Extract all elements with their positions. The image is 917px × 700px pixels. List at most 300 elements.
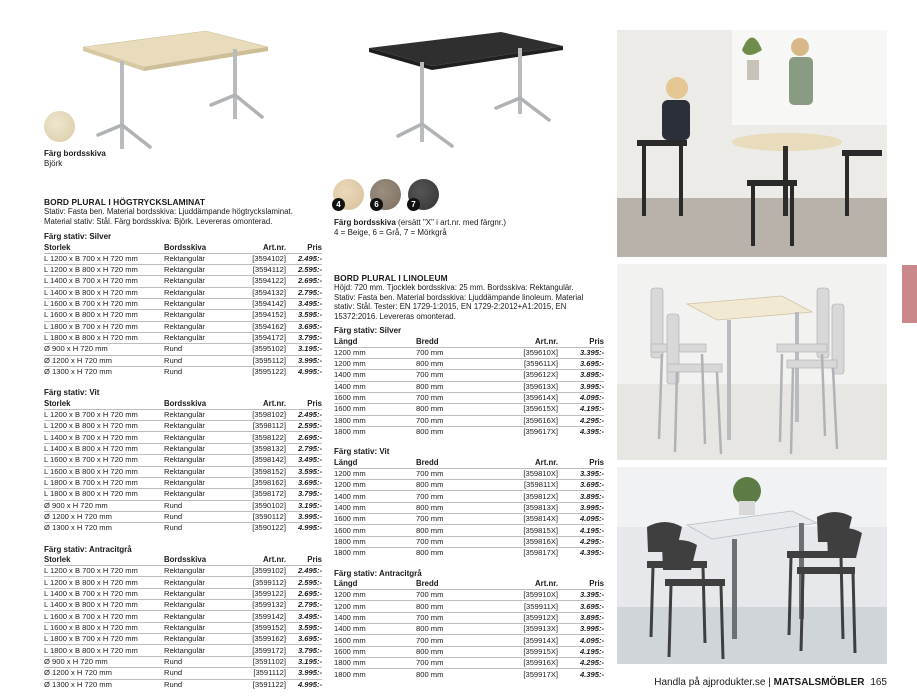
size-cell: Ø 1300 x H 720 mm <box>44 523 164 534</box>
article-number-cell: [359614X] <box>492 392 558 403</box>
price-cell: 2.795:- <box>286 287 322 298</box>
price-cell: 3.595:- <box>286 310 322 321</box>
table-row <box>334 404 604 415</box>
type-cell: 700 mm <box>416 536 492 547</box>
price-cell: 3.895:- <box>558 612 604 623</box>
type-cell: Rund <box>164 679 232 690</box>
price-cell: 4.995:- <box>286 366 322 377</box>
type-cell: Rektangulär <box>164 421 232 432</box>
table-row <box>334 415 604 426</box>
type-cell: 800 mm <box>416 646 492 657</box>
product2-desc-line: 15372:2016. Levereras omonterad. <box>334 311 456 321</box>
article-number-cell: [3599162] <box>232 634 286 645</box>
price-cell: 4.395:- <box>558 548 604 559</box>
article-number-cell: [3599112] <box>232 577 286 588</box>
price-cell: 3.795:- <box>286 645 322 656</box>
column-header: Art.nr. <box>263 399 286 409</box>
type-cell: Rektangulär <box>164 477 232 488</box>
product1-desc <box>44 207 334 226</box>
price-cell: 4.095:- <box>558 514 604 525</box>
table-row <box>334 381 604 392</box>
size-cell: 1200 mm <box>334 358 416 369</box>
table-row <box>334 590 604 601</box>
type-cell: 800 mm <box>416 426 492 437</box>
table-row <box>44 432 322 443</box>
swatch-mid-note: (ersätt "X" i art.nr. med färgnr.) <box>398 218 506 227</box>
stand-color-heading: Färg stativ: Silver <box>44 232 112 241</box>
size-cell: 1200 mm <box>334 601 416 612</box>
table-row <box>334 358 604 369</box>
price-cell: 3.395:- <box>558 347 604 358</box>
table-row <box>334 468 604 479</box>
swatch-label-top <box>44 149 106 169</box>
size-cell: Ø 1200 x H 720 mm <box>44 668 164 679</box>
price-cell: 2.695:- <box>286 276 322 287</box>
price-cell: 2.695:- <box>286 432 322 443</box>
column-header: Storlek <box>44 555 71 565</box>
article-number-cell: [3594132] <box>232 287 286 298</box>
size-cell: L 1200 x B 800 x H 720 mm <box>44 264 164 275</box>
article-number-cell: [359914X] <box>492 635 558 646</box>
table-row <box>44 477 322 488</box>
size-cell: L 1400 x B 800 x H 720 mm <box>44 443 164 454</box>
price-cell: 3.495:- <box>286 298 322 309</box>
page-footer <box>654 677 887 688</box>
type-cell: Rektangulär <box>164 276 232 287</box>
type-cell: 800 mm <box>416 624 492 635</box>
price-cell: 2.595:- <box>286 577 322 588</box>
type-cell: 700 mm <box>416 491 492 502</box>
table-row <box>44 421 322 432</box>
page-number: 165 <box>870 677 887 688</box>
type-cell: Rund <box>164 511 232 522</box>
size-cell: 1600 mm <box>334 392 416 403</box>
product2-desc-line: stativ: Stål. Tester: EN 1729-1:2015, EN 1729-2:2012+A1:2015, EN <box>334 302 567 312</box>
table-row <box>44 443 322 454</box>
table-row <box>334 624 604 635</box>
article-number-cell: [359816X] <box>492 536 558 547</box>
price-cell: 4.195:- <box>558 404 604 415</box>
size-cell: L 1200 x B 800 x H 720 mm <box>44 421 164 432</box>
product2-desc-line: Höjd: 720 mm. Tjocklek bordsskiva: 25 mm. Bordsskiva: Rektangulär. <box>334 283 574 292</box>
table-row <box>44 276 322 287</box>
table-row <box>334 347 604 358</box>
column-header: Längd <box>334 336 358 346</box>
footer-separator: | <box>768 677 771 688</box>
size-cell: 1600 mm <box>334 646 416 657</box>
table-header-row <box>44 555 322 566</box>
price-cell: 2.595:- <box>286 264 322 275</box>
product2-tables <box>334 326 604 680</box>
price-table <box>334 579 604 680</box>
swatch-number-7: 7 <box>407 198 420 211</box>
table-row <box>44 298 322 309</box>
type-cell: Rektangulär <box>164 310 232 321</box>
column-header: Bredd <box>416 458 439 467</box>
article-number-cell: [3594142] <box>232 298 286 309</box>
section-tab <box>902 265 917 323</box>
price-cell: 4.195:- <box>558 646 604 657</box>
table-row <box>44 622 322 633</box>
table-row <box>44 679 322 690</box>
photo-dark-chairs-scene <box>617 467 887 664</box>
article-number-cell: [3590102] <box>232 500 286 511</box>
article-number-cell: [3595102] <box>232 344 286 355</box>
article-number-cell: [359813X] <box>492 502 558 513</box>
column-header: Pris <box>307 242 322 252</box>
product2-desc <box>334 283 609 321</box>
price-cell: 4.095:- <box>558 635 604 646</box>
type-cell: 700 mm <box>416 370 492 381</box>
price-table <box>44 555 322 690</box>
table-row <box>334 370 604 381</box>
type-cell: 800 mm <box>416 480 492 491</box>
table-row <box>334 658 604 669</box>
size-cell: 1400 mm <box>334 624 416 635</box>
table-row <box>334 502 604 513</box>
article-number-cell: [3599132] <box>232 600 286 611</box>
swatch-number-6: 6 <box>370 198 383 211</box>
type-cell: 700 mm <box>416 590 492 601</box>
type-cell: 700 mm <box>416 635 492 646</box>
column-header: Bredd <box>416 579 439 589</box>
product2-desc-line: Stativ: Fasta ben. Material bordsskiva: Ljuddämpande linoleum. Material <box>334 292 584 302</box>
price-cell: 4.095:- <box>558 392 604 403</box>
article-number-cell: [359917X] <box>492 669 558 680</box>
type-cell: Rektangulär <box>164 645 232 656</box>
price-cell: 2.595:- <box>286 421 322 432</box>
size-cell: L 1600 x B 800 x H 720 mm <box>44 466 164 477</box>
table-row <box>44 287 322 298</box>
table-row <box>44 656 322 667</box>
table-row <box>44 611 322 622</box>
size-cell: 1400 mm <box>334 491 416 502</box>
table-row <box>44 577 322 588</box>
size-cell: L 1200 x B 700 x H 720 mm <box>44 566 164 577</box>
size-cell: L 1200 x B 700 x H 720 mm <box>44 409 164 420</box>
table-row <box>44 253 322 264</box>
price-table <box>334 457 604 558</box>
type-cell: Rektangulär <box>164 287 232 298</box>
price-table <box>44 398 322 533</box>
type-cell: Rund <box>164 656 232 667</box>
size-cell: 1800 mm <box>334 536 416 547</box>
table-row <box>44 588 322 599</box>
price-cell: 3.695:- <box>286 477 322 488</box>
type-cell: Rektangulär <box>164 253 232 264</box>
type-cell: Rund <box>164 366 232 377</box>
article-number-cell: [3591102] <box>232 656 286 667</box>
table-header-row <box>44 398 322 409</box>
type-cell: Rektangulär <box>164 588 232 599</box>
product1-title: BORD PLURAL I HÖGTRYCKSLAMINAT <box>44 197 206 207</box>
article-number-cell: [3590112] <box>232 511 286 522</box>
table-row <box>44 344 322 355</box>
stand-color-heading: Färg stativ: Vit <box>44 388 100 398</box>
type-cell: 700 mm <box>416 658 492 669</box>
article-number-cell: [3599172] <box>232 645 286 656</box>
table-row <box>334 514 604 525</box>
article-number-cell: [359910X] <box>492 590 558 601</box>
column-header: Pris <box>589 458 604 467</box>
article-number-cell: [359811X] <box>492 480 558 491</box>
price-cell: 3.995:- <box>558 624 604 635</box>
price-cell: 2.495:- <box>286 409 322 420</box>
type-cell: Rektangulär <box>164 432 232 443</box>
price-cell: 4.395:- <box>558 426 604 437</box>
table-row <box>334 646 604 657</box>
footer-text: Handla på ajprodukter.se <box>654 677 766 688</box>
article-number-cell: [3599102] <box>232 566 286 577</box>
article-number-cell: [359615X] <box>492 404 558 415</box>
size-cell: 1600 mm <box>334 635 416 646</box>
article-number-cell: [3591122] <box>232 679 286 690</box>
photo-white-chairs-scene <box>617 264 887 460</box>
table-row <box>44 511 322 522</box>
size-cell: L 1400 x B 800 x H 720 mm <box>44 287 164 298</box>
size-cell: L 1600 x B 700 x H 720 mm <box>44 455 164 466</box>
size-cell: 1400 mm <box>334 612 416 623</box>
article-number-cell: [3594102] <box>232 253 286 264</box>
price-cell: 4.295:- <box>558 415 604 426</box>
type-cell: Rektangulär <box>164 600 232 611</box>
size-cell: Ø 900 x H 720 mm <box>44 344 164 355</box>
table-row <box>44 366 322 377</box>
stand-color-heading: Färg stativ: Antracitgrå <box>334 568 422 578</box>
size-cell: 1600 mm <box>334 525 416 536</box>
type-cell: Rund <box>164 355 232 366</box>
price-cell: 3.195:- <box>286 500 322 511</box>
type-cell: 700 mm <box>416 347 492 358</box>
article-number-cell: [3591112] <box>232 668 286 679</box>
type-cell: 700 mm <box>416 392 492 403</box>
table-row <box>44 466 322 477</box>
type-cell: Rektangulär <box>164 409 232 420</box>
type-cell: 800 mm <box>416 548 492 559</box>
table-row <box>44 668 322 679</box>
size-cell: 1800 mm <box>334 658 416 669</box>
table-header-row <box>44 242 322 253</box>
table-row <box>44 489 322 500</box>
size-cell: L 1600 x B 700 x H 720 mm <box>44 298 164 309</box>
type-cell: Rektangulär <box>164 321 232 332</box>
stand-color-heading: Färg stativ: Antracitgrå <box>44 544 132 554</box>
size-cell: L 1200 x B 800 x H 720 mm <box>44 577 164 588</box>
size-cell: Ø 900 x H 720 mm <box>44 500 164 511</box>
price-cell: 3.595:- <box>286 466 322 477</box>
type-cell: 800 mm <box>416 601 492 612</box>
table-row <box>334 536 604 547</box>
price-cell: 3.995:- <box>286 355 322 366</box>
footer-section: MATSALSMÖBLER <box>773 677 865 688</box>
table-row <box>334 612 604 623</box>
type-cell: Rund <box>164 500 232 511</box>
size-cell: L 1800 x B 800 x H 720 mm <box>44 332 164 343</box>
article-number-cell: [359916X] <box>492 658 558 669</box>
table-row <box>44 500 322 511</box>
size-cell: 1600 mm <box>334 514 416 525</box>
table-row <box>44 332 322 343</box>
price-cell: 4.995:- <box>286 523 322 534</box>
table-header-row <box>334 336 604 347</box>
article-number-cell: [3594172] <box>232 332 286 343</box>
table-header-row <box>334 579 604 590</box>
price-cell: 3.195:- <box>286 656 322 667</box>
article-number-cell: [3595122] <box>232 366 286 377</box>
type-cell: 800 mm <box>416 502 492 513</box>
size-cell: 1400 mm <box>334 502 416 513</box>
price-cell: 3.995:- <box>558 502 604 513</box>
article-number-cell: [3598112] <box>232 421 286 432</box>
price-cell: 3.695:- <box>558 601 604 612</box>
color-swatch-birch[interactable] <box>44 111 75 142</box>
price-cell: 3.695:- <box>558 480 604 491</box>
type-cell: 700 mm <box>416 468 492 479</box>
size-cell: L 1800 x B 700 x H 720 mm <box>44 634 164 645</box>
column-header: Bordsskiva <box>164 399 207 409</box>
type-cell: 700 mm <box>416 514 492 525</box>
type-cell: Rektangulär <box>164 466 232 477</box>
size-cell: 1800 mm <box>334 415 416 426</box>
photo-round-table-scene <box>617 30 887 257</box>
article-number-cell: [359610X] <box>492 347 558 358</box>
table-row <box>44 409 322 420</box>
price-cell: 3.895:- <box>558 370 604 381</box>
price-table <box>334 336 604 437</box>
article-number-cell: [3594152] <box>232 310 286 321</box>
price-cell: 3.695:- <box>286 634 322 645</box>
type-cell: Rektangulär <box>164 622 232 633</box>
table-row <box>44 566 322 577</box>
article-number-cell: [3599152] <box>232 622 286 633</box>
size-cell: 1800 mm <box>334 548 416 559</box>
table-row <box>334 601 604 612</box>
column-header: Art.nr. <box>535 336 558 346</box>
table-row <box>44 264 322 275</box>
price-cell: 4.995:- <box>286 679 322 690</box>
size-cell: L 1600 x B 700 x H 720 mm <box>44 611 164 622</box>
article-number-cell: [3598162] <box>232 477 286 488</box>
type-cell: Rektangulär <box>164 332 232 343</box>
type-cell: Rektangulär <box>164 634 232 645</box>
size-cell: L 1400 x B 700 x H 720 mm <box>44 588 164 599</box>
column-header: Pris <box>589 579 604 589</box>
product1-tables <box>44 232 322 690</box>
table-row <box>334 525 604 536</box>
article-number-cell: [3594112] <box>232 264 286 275</box>
table-row <box>44 455 322 466</box>
swatch-mid-title: Färg bordsskiva <box>334 218 396 227</box>
column-header: Art.nr. <box>263 555 286 565</box>
table-row <box>44 634 322 645</box>
size-cell: L 1800 x B 700 x H 720 mm <box>44 477 164 488</box>
type-cell: 700 mm <box>416 415 492 426</box>
size-cell: Ø 1300 x H 720 mm <box>44 679 164 690</box>
article-number-cell: [3598122] <box>232 432 286 443</box>
article-number-cell: [359912X] <box>492 612 558 623</box>
size-cell: L 1200 x B 700 x H 720 mm <box>44 253 164 264</box>
type-cell: Rektangulär <box>164 264 232 275</box>
article-number-cell: [359617X] <box>492 426 558 437</box>
size-cell: L 1800 x B 800 x H 720 mm <box>44 645 164 656</box>
table-row <box>44 523 322 534</box>
size-cell: L 1400 x B 800 x H 720 mm <box>44 600 164 611</box>
price-cell: 3.995:- <box>558 381 604 392</box>
column-header: Art.nr. <box>535 579 558 589</box>
article-number-cell: [3598102] <box>232 409 286 420</box>
type-cell: Rektangulär <box>164 577 232 588</box>
price-cell: 3.895:- <box>558 491 604 502</box>
price-cell: 2.495:- <box>286 253 322 264</box>
table-row <box>44 310 322 321</box>
article-number-cell: [3598142] <box>232 455 286 466</box>
price-cell: 3.695:- <box>558 358 604 369</box>
article-number-cell: [3599122] <box>232 588 286 599</box>
table-row <box>334 480 604 491</box>
price-cell: 4.195:- <box>558 525 604 536</box>
type-cell: 800 mm <box>416 358 492 369</box>
article-number-cell: [359911X] <box>492 601 558 612</box>
article-number-cell: [359613X] <box>492 381 558 392</box>
table-row <box>334 635 604 646</box>
column-header: Bredd <box>416 336 439 346</box>
size-cell: L 1400 x B 700 x H 720 mm <box>44 432 164 443</box>
stand-color-heading: Färg stativ: Silver <box>334 326 402 335</box>
article-number-cell: [359815X] <box>492 525 558 536</box>
column-header: Storlek <box>44 399 71 409</box>
price-cell: 3.495:- <box>286 611 322 622</box>
article-number-cell: [3594122] <box>232 276 286 287</box>
product-image-laminate-table <box>78 25 273 160</box>
article-number-cell: [3594162] <box>232 321 286 332</box>
type-cell: Rund <box>164 344 232 355</box>
column-header: Längd <box>334 579 358 589</box>
price-cell: 3.395:- <box>558 468 604 479</box>
column-header: Längd <box>334 458 358 467</box>
size-cell: L 1800 x B 700 x H 720 mm <box>44 321 164 332</box>
type-cell: 800 mm <box>416 404 492 415</box>
size-cell: 1800 mm <box>334 426 416 437</box>
type-cell: Rektangulär <box>164 443 232 454</box>
size-cell: 1400 mm <box>334 370 416 381</box>
table-row <box>334 548 604 559</box>
article-number-cell: [3598172] <box>232 489 286 500</box>
type-cell: 800 mm <box>416 669 492 680</box>
type-cell: 800 mm <box>416 525 492 536</box>
size-cell: L 1600 x B 800 x H 720 mm <box>44 310 164 321</box>
size-cell: 1200 mm <box>334 468 416 479</box>
type-cell: Rund <box>164 523 232 534</box>
product-image-linoleum-table <box>366 28 566 158</box>
price-cell: 3.995:- <box>286 511 322 522</box>
article-number-cell: [359616X] <box>492 415 558 426</box>
product2-title: BORD PLURAL I LINOLEUM <box>334 273 448 283</box>
column-header: Art.nr. <box>535 458 558 467</box>
type-cell: Rektangulär <box>164 298 232 309</box>
price-cell: 4.395:- <box>558 669 604 680</box>
table-row <box>334 491 604 502</box>
price-cell: 3.695:- <box>286 321 322 332</box>
type-cell: Rektangulär <box>164 611 232 622</box>
column-header: Pris <box>589 336 604 346</box>
price-table <box>44 242 322 377</box>
article-number-cell: [3599142] <box>232 611 286 622</box>
article-number-cell: [3598152] <box>232 466 286 477</box>
price-cell: 3.795:- <box>286 489 322 500</box>
article-number-cell: [359913X] <box>492 624 558 635</box>
article-number-cell: [359612X] <box>492 370 558 381</box>
column-header: Pris <box>307 399 322 409</box>
